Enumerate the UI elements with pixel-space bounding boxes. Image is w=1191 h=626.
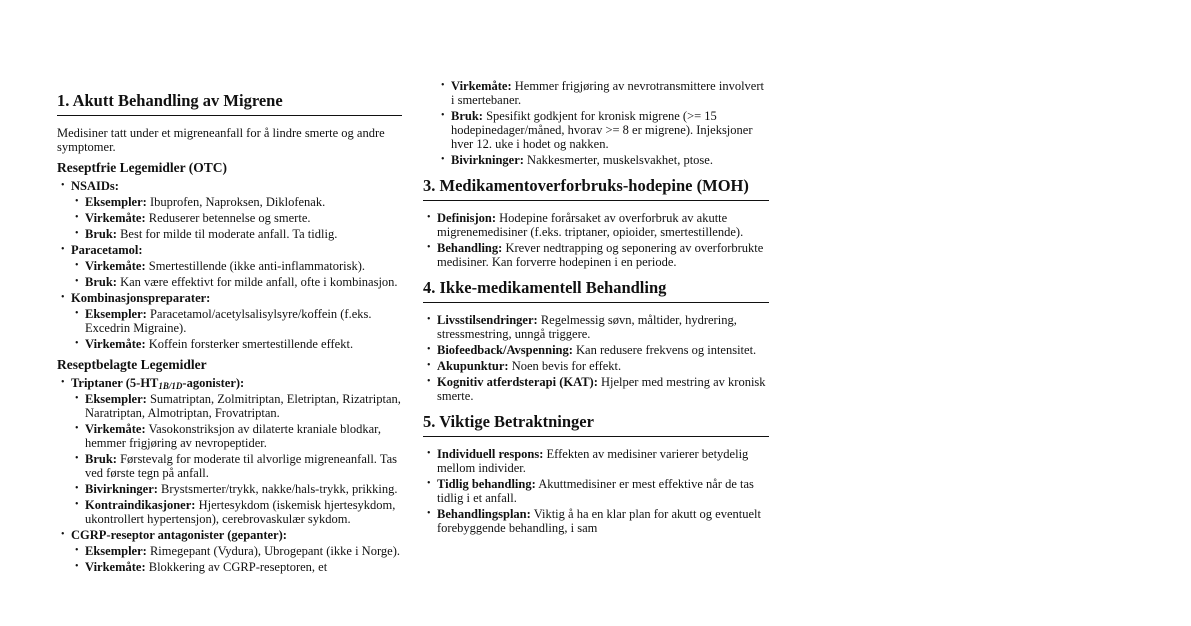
list-item	[71, 195, 402, 209]
item-key: Eksempler:	[85, 392, 147, 406]
item-key: Kontraindikasjoner:	[85, 498, 196, 512]
item-key: Virkemåte:	[85, 337, 146, 351]
list-item	[71, 544, 402, 558]
item-value: Smertestillende (ikke anti-inflammatorisk).	[145, 259, 366, 273]
considerations-list	[423, 447, 769, 535]
section-title: 3. Medikamentoverforbruks-hodepine (MOH)	[423, 177, 769, 201]
item-value: Hjelper med mestring av kronisk smerte.	[437, 375, 766, 403]
item-value: Sumatriptan, Zolmitriptan, Eletriptan, Rizatriptan, Naratriptan, Almotriptan, Frovatriptan.	[85, 392, 401, 420]
item-value: Rimegepant (Vydura), Ubrogepant (ikke i Norge).	[146, 544, 400, 558]
paracetamol-sublist	[71, 259, 402, 289]
column-left	[57, 92, 402, 580]
list-item-combo	[57, 291, 402, 351]
item-key: Individuell respons:	[437, 447, 544, 461]
group-label: NSAIDs:	[71, 179, 119, 193]
list-item	[423, 375, 769, 403]
item-value: Paracetamol/acetylsalisylsyre/koffein (f.eks. Excedrin Migraine).	[85, 307, 372, 335]
list-item	[423, 507, 769, 535]
item-key: Biofeedback/Avspenning:	[437, 343, 573, 357]
item-key: Virkemåte:	[85, 560, 146, 574]
section-title: 1. Akutt Behandling av Migrene	[57, 92, 402, 116]
section-non-drug	[423, 279, 769, 403]
list-item	[71, 392, 402, 420]
otc-list	[57, 179, 402, 351]
list-item	[423, 313, 769, 341]
label-part: -agonister):	[182, 376, 245, 390]
list-item	[423, 447, 769, 475]
section-moh	[423, 177, 769, 269]
item-value: Blokkering av CGRP-reseptoren, et	[145, 560, 328, 574]
item-key: Virkemåte:	[85, 259, 146, 273]
item-key: Bivirkninger:	[451, 153, 524, 167]
item-key: Bruk:	[85, 452, 117, 466]
section-acute-treatment	[57, 92, 402, 574]
list-item	[423, 477, 769, 505]
item-key: Tidlig behandling:	[437, 477, 536, 491]
item-value: Brystsmerter/trykk, nakke/hals-trykk, prikking.	[157, 482, 398, 496]
list-item	[71, 227, 402, 241]
item-value: Krever nedtrapping og seponering av overforbrukte medisiner. Kan forverre hodepinen i en periode.	[437, 241, 764, 269]
item-key: Akupunktur:	[437, 359, 509, 373]
label-part: Triptaner (5-HT	[71, 376, 159, 390]
column-right	[423, 79, 769, 541]
label-subscript: 1B/1D	[158, 381, 183, 391]
list-item-nsaids	[57, 179, 402, 241]
cgrp-sublist	[71, 544, 402, 574]
list-item	[71, 211, 402, 225]
nsaids-sublist	[71, 195, 402, 241]
item-value: Hemmer frigjøring av nevrotransmittere involvert i smertebaner.	[451, 79, 764, 107]
item-value: Kan være effektivt for milde anfall, ofte i kombinasjon.	[116, 275, 398, 289]
item-value: Kan redusere frekvens og intensitet.	[572, 343, 757, 357]
item-value: Regelmessig søvn, måltider, hydrering, stressmestring, unngå triggere.	[437, 313, 737, 341]
list-item	[71, 498, 402, 526]
item-value: Hjertesykdom (iskemisk hjertesykdom, ukontrollert hypertensjon), cerebrovaskulær sykdom.	[85, 498, 396, 526]
list-item	[423, 359, 769, 373]
rx-heading: Reseptbelagte Legemidler	[57, 357, 207, 372]
item-key: Eksempler:	[85, 544, 147, 558]
list-item	[423, 241, 769, 269]
triptans-sublist	[71, 392, 402, 526]
section-title: 5. Viktige Betraktninger	[423, 413, 769, 437]
item-key: Kognitiv atferdsterapi (KAT):	[437, 375, 598, 389]
moh-list	[423, 211, 769, 269]
item-key: Behandlingsplan:	[437, 507, 531, 521]
otc-heading: Reseptfrie Legemidler (OTC)	[57, 160, 227, 175]
group-label: CGRP-reseptor antagonister (gepanter):	[71, 528, 287, 542]
list-item-triptans	[57, 376, 402, 526]
list-item	[423, 211, 769, 239]
item-key: Bruk:	[85, 227, 117, 241]
list-item	[437, 79, 769, 107]
item-key: Eksempler:	[85, 307, 147, 321]
group-label	[71, 376, 244, 390]
section-considerations	[423, 413, 769, 535]
item-key: Definisjon:	[437, 211, 497, 225]
list-item	[71, 482, 402, 496]
list-item	[71, 259, 402, 273]
list-item	[71, 452, 402, 480]
rx-list	[57, 376, 402, 574]
list-item	[437, 153, 769, 167]
list-item-cgrp	[57, 528, 402, 574]
item-key: Bruk:	[85, 275, 117, 289]
non-drug-list	[423, 313, 769, 403]
item-key: Virkemåte:	[85, 211, 146, 225]
item-key: Bruk:	[451, 109, 483, 123]
section-title: 4. Ikke-medikamentell Behandling	[423, 279, 769, 303]
list-item	[71, 275, 402, 289]
list-item	[71, 337, 402, 351]
item-value: Koffein forsterker smertestillende effekt.	[145, 337, 354, 351]
group-label: Paracetamol:	[71, 243, 143, 257]
item-key: Behandling:	[437, 241, 503, 255]
item-value: Spesifikt godkjent for kronisk migrene (>= 15 hodepinedager/måned, hvorav >= 8 er migrene). Injeksjoner hver 12. uke i hodet og nakken.	[451, 109, 753, 151]
list-item	[423, 343, 769, 357]
section-intro: Medisiner tatt under et migreneanfall for å lindre smerte og andre symptomer.	[57, 126, 385, 154]
list-item	[71, 560, 402, 574]
list-item	[71, 307, 402, 335]
item-value: Effekten av medisiner varierer betydelig mellom individer.	[437, 447, 749, 475]
list-item-paracetamol	[57, 243, 402, 289]
item-value: Vasokonstriksjon av dilaterte kraniale blodkar, hemmer frigjøring av nevropeptider.	[85, 422, 381, 450]
item-value: Reduserer betennelse og smerte.	[145, 211, 311, 225]
list-item	[437, 109, 769, 151]
item-value: Hodepine forårsaket av overforbruk av akutte migrenemedisiner (f.eks. triptaner, opioider, smertestillende).	[437, 211, 744, 239]
item-value: Førstevalg for moderate til alvorlige migreneanfall. Tas ved første tegn på anfall.	[85, 452, 398, 480]
list-item	[71, 422, 402, 450]
item-key: Bivirkninger:	[85, 482, 158, 496]
item-key: Virkemåte:	[451, 79, 512, 93]
item-key: Virkemåte:	[85, 422, 146, 436]
item-key: Livsstilsendringer:	[437, 313, 538, 327]
item-value: Nakkesmerter, muskelsvakhet, ptose.	[523, 153, 713, 167]
item-value: Akuttmedisiner er mest effektive når de tas tidlig i et anfall.	[437, 477, 754, 505]
group-label: Kombinasjonspreparater:	[71, 291, 211, 305]
item-key: Eksempler:	[85, 195, 147, 209]
combo-sublist	[71, 307, 402, 351]
item-value: Ibuprofen, Naproksen, Diklofenak.	[146, 195, 326, 209]
item-value: Noen bevis for effekt.	[508, 359, 622, 373]
item-value: Best for milde til moderate anfall. Ta tidlig.	[116, 227, 338, 241]
item-value: Viktig å ha en klar plan for akutt og eventuelt forebyggende behandling, i sam	[437, 507, 761, 535]
continued-list	[423, 79, 769, 167]
